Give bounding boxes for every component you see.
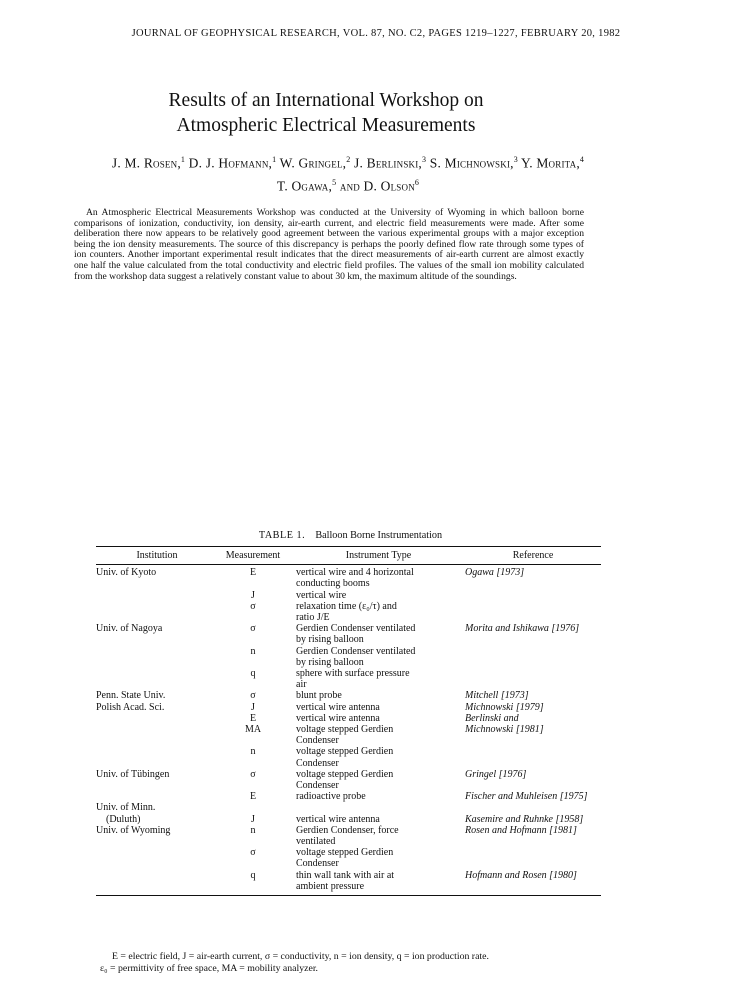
table-row bbox=[96, 646, 601, 657]
cell-instrument-type: by rising balloon bbox=[296, 634, 364, 646]
table-row bbox=[96, 623, 601, 634]
cell-measurement: J bbox=[251, 813, 255, 825]
cell-measurement: σ bbox=[250, 690, 256, 702]
table-row bbox=[96, 847, 601, 858]
table-row bbox=[96, 668, 601, 679]
cell-institution bbox=[96, 746, 218, 757]
footnote-line-1: E = electric field, J = air-earth current, σ = conductivity, n = ion density, q = ion production rate. bbox=[112, 951, 489, 962]
cell-reference bbox=[461, 780, 601, 791]
authors-line-2 bbox=[8, 173, 688, 196]
table-row bbox=[96, 746, 601, 757]
cell-reference: Michnowski [1981] bbox=[465, 724, 544, 736]
cell-instrument-type: conducting booms bbox=[296, 578, 370, 590]
cell-instrument-type: voltage stepped Gerdien bbox=[296, 768, 394, 780]
table-row bbox=[96, 679, 601, 690]
cell-institution bbox=[96, 590, 218, 601]
table-row bbox=[96, 713, 601, 724]
cell-reference bbox=[461, 881, 601, 896]
cell-institution bbox=[96, 847, 218, 858]
cell-instrument-type: Gerdien Condenser ventilated bbox=[296, 623, 416, 635]
footnote-line-2: ε₀ = permittivity of free space, MA = mobility analyzer. bbox=[100, 963, 318, 974]
cell-instrument-type: ratio J/E bbox=[296, 612, 330, 624]
cell-reference: Rosen and Hofmann [1981] bbox=[465, 824, 577, 836]
cell-measurement bbox=[218, 881, 288, 896]
table-row bbox=[96, 578, 601, 589]
cell-measurement: E bbox=[249, 567, 257, 579]
cell-measurement bbox=[218, 578, 288, 589]
cell-reference: Mitchell [1973] bbox=[465, 690, 529, 702]
table-row bbox=[96, 758, 601, 769]
author-name: Y. Morita, bbox=[517, 155, 580, 171]
cell-institution: Polish Acad. Sci. bbox=[96, 701, 165, 713]
cell-institution bbox=[96, 780, 218, 791]
author-affiliation-mark: 4 bbox=[579, 155, 585, 164]
cell-measurement bbox=[218, 657, 288, 668]
running-head: JOURNAL OF GEOPHYSICAL RESEARCH, VOL. 87, NO. C2, PAGES 1219–1227, FEBRUARY 20, 1982 bbox=[131, 28, 621, 39]
cell-measurement: σ bbox=[250, 768, 256, 780]
header-reference: Reference bbox=[461, 547, 601, 565]
cell-measurement bbox=[218, 802, 288, 813]
abstract: An Atmospheric Electrical Measurements Workshop was conducted at the University of Wyoming in which balloon borne comparisons of ionization, conductivity, ion density, air-earth current, and electric field measurements were made. After some deliberation there now appears to be relatively good agreement between the various experimental groups with a major exception being the ion density measurements. The source of this discrepancy is perhaps the poorly defined flow rate through some types of ion counters. Another important experimental result indicates that the direct measurements of air-earth current are almost exactly one half the value calculated from the total conductivity and electric field profiles. The values of the small ion mobility calculated from the workshop data suggest a relatively constant value to about 30 km, the maximum altitude of the soundings. bbox=[74, 207, 584, 282]
cell-reference bbox=[461, 802, 601, 813]
cell-institution bbox=[96, 735, 218, 746]
author-list bbox=[8, 150, 688, 195]
cell-institution bbox=[96, 668, 218, 679]
title-line-2: Atmospheric Electrical Measurements bbox=[176, 115, 476, 136]
cell-instrument-type: by rising balloon bbox=[296, 656, 364, 668]
cell-measurement bbox=[218, 612, 288, 623]
authors-line-1 bbox=[8, 150, 688, 173]
cell-instrument-type: thin wall tank with air at bbox=[296, 869, 395, 881]
author-name: S. Michnowski, bbox=[426, 155, 514, 171]
table-row bbox=[96, 565, 601, 579]
cell-measurement: q bbox=[250, 668, 256, 680]
cell-instrument-type: blunt probe bbox=[296, 690, 342, 702]
table-row bbox=[96, 881, 601, 896]
author-affiliation-mark: 6 bbox=[414, 177, 420, 187]
cell-measurement bbox=[218, 836, 288, 847]
cell-measurement: σ bbox=[250, 600, 256, 612]
cell-institution bbox=[96, 634, 218, 645]
cell-instrument-type: vertical wire antenna bbox=[296, 701, 380, 713]
cell-measurement: n bbox=[250, 824, 256, 836]
cell-instrument-type: ventilated bbox=[296, 836, 336, 848]
table-row bbox=[96, 590, 601, 601]
table-row bbox=[96, 724, 601, 735]
cell-instrument-type: relaxation time (ε₀/τ) and bbox=[296, 600, 397, 612]
author-affiliation-mark: 2 bbox=[346, 155, 351, 164]
table-row bbox=[96, 769, 601, 780]
cell-instrument-type: Condenser bbox=[296, 735, 339, 747]
cell-institution bbox=[96, 601, 218, 612]
cell-instrument-type: Gerdien Condenser, force bbox=[296, 824, 399, 836]
table-row bbox=[96, 612, 601, 623]
table-row bbox=[96, 690, 601, 701]
cell-measurement: MA bbox=[244, 724, 262, 736]
table-row bbox=[96, 825, 601, 836]
table-row bbox=[96, 814, 601, 825]
cell-institution bbox=[96, 713, 218, 724]
author-name: J. Berlinski, bbox=[350, 155, 422, 171]
table-caption-text: Balloon Borne Instrumentation bbox=[315, 530, 443, 541]
cell-instrument-type: vertical wire and 4 horizontal bbox=[296, 567, 414, 579]
table bbox=[96, 546, 601, 896]
author-name: T. Ogawa, bbox=[276, 178, 333, 193]
cell-institution bbox=[96, 724, 218, 735]
cell-institution bbox=[96, 646, 218, 657]
cell-measurement: σ bbox=[250, 847, 256, 859]
cell-instrument-type: Gerdien Condenser ventilated bbox=[296, 645, 416, 657]
cell-institution bbox=[96, 578, 218, 589]
cell-reference bbox=[461, 679, 601, 690]
cell-reference bbox=[461, 746, 601, 757]
cell-measurement: E bbox=[249, 791, 257, 803]
cell-instrument-type: vertical wire bbox=[296, 589, 347, 601]
cell-institution: Univ. of Wyoming bbox=[96, 824, 171, 836]
cell-reference bbox=[461, 858, 601, 869]
title-line-1: Results of an International Workshop on bbox=[168, 90, 484, 111]
cell-institution: Univ. of Minn. bbox=[96, 802, 156, 814]
table-row bbox=[96, 870, 601, 881]
cell-institution: Penn. State Univ. bbox=[96, 690, 166, 702]
cell-instrument-type: Condenser bbox=[296, 858, 339, 870]
cell-reference bbox=[461, 758, 601, 769]
cell-instrument-type bbox=[288, 802, 461, 813]
cell-measurement bbox=[218, 858, 288, 869]
cell-reference: Gringel [1976] bbox=[465, 768, 527, 780]
cell-reference bbox=[461, 668, 601, 679]
cell-instrument-type: voltage stepped Gerdien bbox=[296, 724, 394, 736]
cell-instrument-type: voltage stepped Gerdien bbox=[296, 847, 394, 859]
cell-institution bbox=[96, 791, 218, 802]
table-row bbox=[96, 791, 601, 802]
author-name: and D. Olson bbox=[336, 178, 415, 193]
cell-measurement: n bbox=[250, 746, 256, 758]
cell-institution bbox=[96, 858, 218, 869]
table-row bbox=[96, 836, 601, 847]
cell-reference: Berlinski and bbox=[465, 712, 519, 724]
cell-institution bbox=[96, 657, 218, 668]
cell-measurement bbox=[218, 735, 288, 746]
author-name: J. M. Rosen, bbox=[111, 155, 181, 171]
cell-measurement: σ bbox=[250, 623, 256, 635]
cell-reference bbox=[461, 847, 601, 858]
cell-institution: Univ. of Tübingen bbox=[96, 768, 170, 780]
cell-institution: Univ. of Kyoto bbox=[96, 567, 157, 579]
cell-measurement: J bbox=[251, 701, 255, 713]
table-row bbox=[96, 634, 601, 645]
table-caption bbox=[96, 530, 601, 541]
cell-instrument-type: air bbox=[296, 679, 307, 691]
cell-instrument-type: sphere with surface pressure bbox=[296, 668, 410, 680]
table-row bbox=[96, 702, 601, 713]
cell-measurement: q bbox=[250, 869, 256, 881]
cell-measurement: J bbox=[251, 589, 255, 601]
author-affiliation-mark: 3 bbox=[513, 155, 518, 164]
cell-measurement: n bbox=[250, 645, 256, 657]
cell-reference: Ogawa [1973] bbox=[465, 567, 525, 579]
cell-reference bbox=[461, 836, 601, 847]
author-affiliation-mark: 1 bbox=[272, 155, 277, 164]
table-row bbox=[96, 657, 601, 668]
cell-institution: (Duluth) bbox=[106, 813, 141, 825]
instrumentation-table bbox=[96, 530, 601, 896]
cell-reference bbox=[461, 634, 601, 645]
header-instrument-type: Instrument Type bbox=[288, 547, 461, 565]
cell-measurement bbox=[218, 780, 288, 791]
cell-reference: Kasemire and Ruhnke [1958] bbox=[465, 813, 584, 825]
table-footnote bbox=[100, 951, 610, 975]
author-name: W. Gringel, bbox=[276, 155, 347, 171]
cell-reference bbox=[461, 578, 601, 589]
cell-instrument-type: vertical wire antenna bbox=[296, 712, 380, 724]
table-row bbox=[96, 601, 601, 612]
table-row bbox=[96, 780, 601, 791]
header-institution: Institution bbox=[96, 547, 218, 565]
table-header-row bbox=[96, 547, 601, 565]
cell-reference bbox=[461, 612, 601, 623]
cell-reference: Hofmann and Rosen [1980] bbox=[465, 869, 577, 881]
table-row bbox=[96, 858, 601, 869]
cell-reference bbox=[461, 590, 601, 601]
cell-reference bbox=[461, 657, 601, 668]
cell-instrument-type: ambient pressure bbox=[288, 881, 461, 896]
cell-reference bbox=[461, 646, 601, 657]
cell-institution bbox=[96, 881, 218, 896]
cell-measurement: E bbox=[249, 712, 257, 724]
cell-reference: Michnowski [1979] bbox=[465, 701, 544, 713]
cell-institution bbox=[96, 679, 218, 690]
cell-instrument-type: Condenser bbox=[296, 757, 339, 769]
paper-title bbox=[0, 88, 652, 138]
table-row bbox=[96, 735, 601, 746]
table-caption-number: TABLE 1. bbox=[258, 530, 306, 541]
cell-measurement bbox=[218, 679, 288, 690]
cell-reference: Fischer and Muhleisen [1975] bbox=[465, 791, 588, 803]
table-row bbox=[96, 802, 601, 813]
cell-measurement bbox=[218, 634, 288, 645]
table-body bbox=[96, 565, 601, 896]
header-measurement: Measurement bbox=[218, 547, 288, 565]
author-affiliation-mark: 3 bbox=[422, 155, 427, 164]
cell-instrument-type: voltage stepped Gerdien bbox=[296, 746, 394, 758]
cell-instrument-type: radioactive probe bbox=[296, 791, 366, 803]
cell-institution bbox=[96, 612, 218, 623]
cell-reference bbox=[461, 735, 601, 746]
author-affiliation-mark: 5 bbox=[332, 177, 337, 187]
cell-instrument-type: vertical wire antenna bbox=[296, 813, 380, 825]
cell-reference: Morita and Ishikawa [1976] bbox=[465, 623, 580, 635]
cell-instrument-type: Condenser bbox=[296, 780, 339, 792]
cell-institution bbox=[96, 836, 218, 847]
cell-reference bbox=[461, 601, 601, 612]
cell-measurement bbox=[218, 758, 288, 769]
cell-institution: Univ. of Nagoya bbox=[96, 623, 163, 635]
author-affiliation-mark: 1 bbox=[180, 155, 186, 164]
cell-institution bbox=[96, 758, 218, 769]
cell-institution bbox=[96, 870, 218, 881]
author-name: D. J. Hofmann, bbox=[185, 155, 273, 171]
